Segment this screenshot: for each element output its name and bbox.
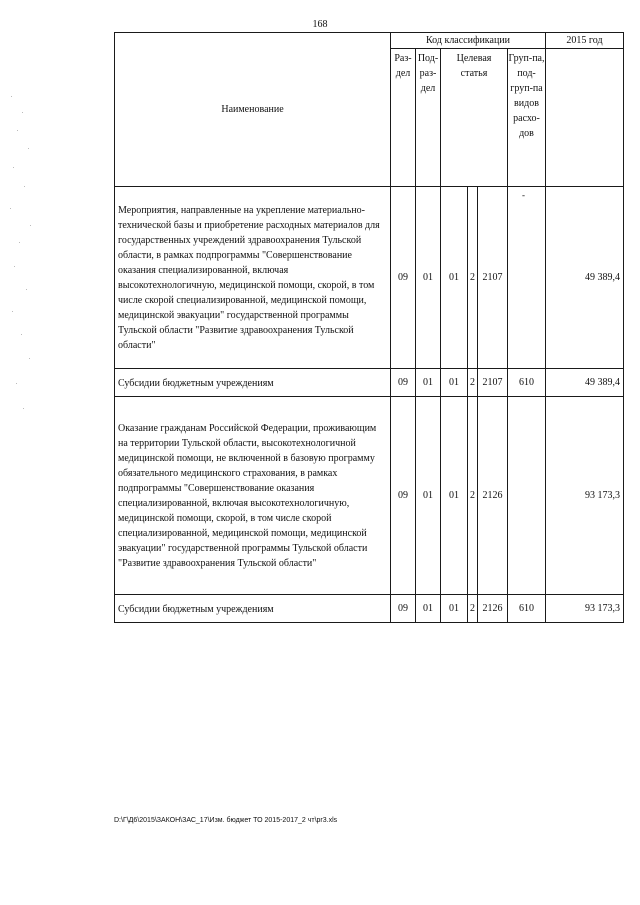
header-section: Раз-дел [391, 49, 416, 187]
row-subsection: 01 [416, 595, 441, 623]
row-group: 610 [508, 369, 546, 397]
row-amount: 93 173,3 [546, 397, 624, 595]
header-row-top [115, 33, 624, 49]
row-target-1: 01 [441, 369, 468, 397]
row-amount: 93 173,3 [546, 595, 624, 623]
row-subsection: 01 [416, 369, 441, 397]
row-group [508, 187, 546, 369]
page-number: 168 [312, 19, 328, 30]
row-target-2: 2 [468, 595, 478, 623]
table-row [115, 187, 624, 369]
row-target-3: 2126 [478, 595, 508, 623]
header-name: Наименование [115, 33, 391, 187]
row-target-2: 2 [468, 369, 478, 397]
table-row [115, 595, 624, 623]
row-target-2: 2 [468, 397, 478, 595]
row-subsection: 01 [416, 187, 441, 369]
row-amount: 49 389,4 [546, 369, 624, 397]
row-target-1: 01 [441, 397, 468, 595]
dash-mark: - [522, 190, 525, 200]
row-section: 09 [391, 187, 416, 369]
budget-table [114, 32, 624, 623]
row-target-1: 01 [441, 187, 468, 369]
row-group [508, 397, 546, 595]
header-code-group: Код классификации [391, 33, 546, 49]
row-amount: 49 389,4 [546, 187, 624, 369]
row-target-1: 01 [441, 595, 468, 623]
row-section: 09 [391, 595, 416, 623]
row-name: Оказание гражданам Российской Федерации, проживающим на территории Тульской области, высокотехнологичной медицинской помощи, не включенной в базовую программу обязательного медицинского страхования, в рамках подпрограммы "Совершенствование оказания специализированной, включая высокотехнологичную, медицинской помощи, скорой, в том числе скорой специализированной, медицинской помощи, медицинской эвакуации" государственной программы Тульской области "Развитие здравоохранения Тульской области" [115, 397, 391, 595]
header-expense-group: Груп-па, под-груп-па видов расхо-дов [508, 49, 546, 187]
row-target-3: 2126 [478, 397, 508, 595]
row-group: 610 [508, 595, 546, 623]
row-section: 09 [391, 369, 416, 397]
table-row [115, 369, 624, 397]
row-section: 09 [391, 397, 416, 595]
table-row [115, 397, 624, 595]
row-target-3: 2107 [478, 187, 508, 369]
row-name: Мероприятия, направленные на укрепление материально-технической базы и приобретение расходных материалов для государственных учреждений здравоохранения Тульской области, в рамках подпрограммы "Совершенствование оказания специализированной, включая высокотехнологичную, медицинской помощи, скорой, в том числе скорой специализированной, медицинской помощи, медицинской эвакуации" государственной программы Тульской области "Развитие здравоохранения Тульской области" [115, 187, 391, 369]
row-target-2: 2 [468, 187, 478, 369]
header-year: 2015 год [546, 33, 624, 49]
header-target-item: Целевая статья [441, 49, 508, 187]
row-target-3: 2107 [478, 369, 508, 397]
file-path-footer: D:\Г\Д6\2015\ЗАКОН\ЗАС_17\Изм. бюджет ТО 2015-2017_2 чт\pr3.xls [114, 817, 338, 824]
header-subsection: Под-раз-дел [416, 49, 441, 187]
scan-specks [8, 90, 34, 430]
header-year-empty [546, 49, 624, 187]
row-subsection: 01 [416, 397, 441, 595]
row-name: Субсидии бюджетным учреждениям [115, 595, 391, 623]
row-name: Субсидии бюджетным учреждениям [115, 369, 391, 397]
